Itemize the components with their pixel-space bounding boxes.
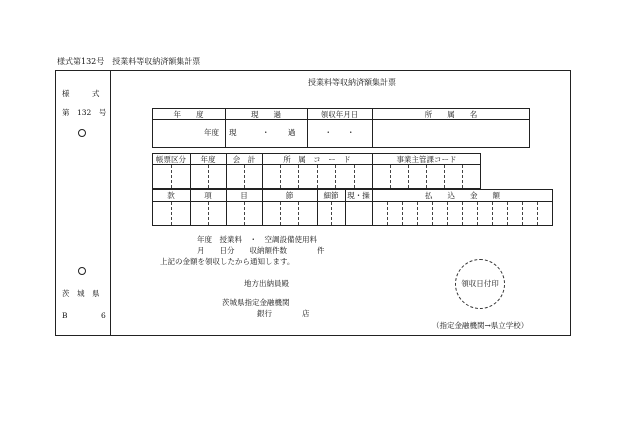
style-label: 様 式: [62, 89, 100, 98]
cell-date-dots: ・ ・: [324, 128, 355, 137]
left-column-divider: [110, 70, 111, 336]
cell-dot: ・: [262, 128, 270, 137]
header-genka: 現 過: [251, 110, 281, 119]
header-saisetsu: 細節: [323, 191, 339, 200]
form-number: 様式第132号 授業料等収納済額集計票: [57, 57, 201, 66]
header-gensou: 現・操: [347, 191, 370, 200]
cell-year: 年度: [204, 128, 219, 137]
header-department-code: 所 属 コ ー ド: [283, 155, 351, 164]
receipt-count-line: 月 日分 収納額件数 件: [197, 246, 325, 255]
form-title: 授業料等収納済額集計票: [308, 78, 396, 87]
bank-branch-line: 銀行 店: [257, 309, 310, 318]
header-division-code: 事業主管課コード: [396, 155, 457, 164]
header-kan: 款: [167, 191, 175, 200]
header-kou: 項: [204, 191, 212, 200]
header-receipt-date: 領収年月日: [320, 110, 359, 119]
circle-mark-bottom: [78, 267, 86, 275]
header-form-category: 帳票区分: [156, 155, 186, 164]
header-account: 会 計: [232, 155, 256, 164]
prefecture-label: 茨 城 県: [62, 289, 100, 298]
circle-mark-top: [78, 129, 86, 137]
fee-type-line: 年度 授業料 ・ 空調設備使用料: [197, 235, 317, 244]
routing-note: （指定金融機関→県立学校）: [432, 321, 529, 330]
header-year: 年度: [200, 155, 216, 164]
header-department-name: 所 属 名: [424, 110, 478, 119]
cell-gen: 現: [229, 128, 237, 137]
header-setsu: 節: [285, 191, 294, 200]
header-nendo: 年 度: [173, 110, 204, 119]
recipient-line: 地方出納員殿: [244, 279, 289, 288]
code-number: 6: [101, 311, 106, 320]
stamp-label: 領収日付印: [461, 279, 499, 288]
bank-name-line: 茨城県指定金融機関: [222, 298, 290, 307]
form-number-label: 第 132 号: [62, 108, 107, 117]
cell-ka: 過: [288, 128, 296, 137]
header-payment-amount: 払 込 金 額: [425, 191, 500, 200]
header-moku: 目: [240, 191, 248, 200]
code-letter: B: [62, 311, 68, 320]
notice-line: 上記の金額を領収したから通知します。: [160, 257, 295, 266]
